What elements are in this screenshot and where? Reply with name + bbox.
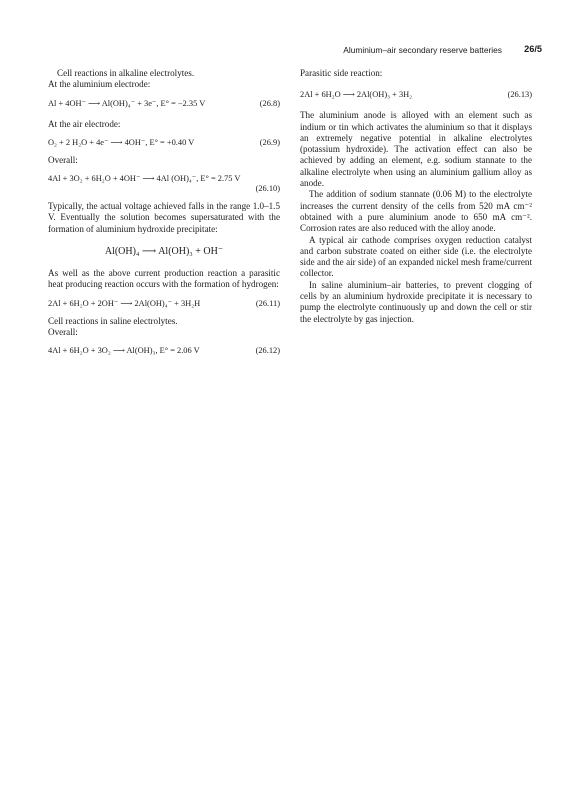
equation-number: (26.11) — [255, 298, 280, 308]
equation-26-8 — [48, 98, 280, 109]
paragraph-anode-alloy: The aluminium anode is alloyed with an element such as indium or tin which activates the aluminium so that it displays an extremely negative potential in alkaline electrolytes (potassium hydroxide). The activation effect can also be achieved by adding an element, e.g. sodium stannate to the alkaline electrolyte when using an aluminium gallium alloy as anode. — [300, 110, 532, 189]
equation-number: (26.12) — [255, 346, 280, 356]
left-column — [48, 68, 280, 356]
equation-number: (26.10) — [255, 184, 280, 194]
equation-text: 4Al + 6H₂O + 3O₂ ⟶ Al(OH)₃, E° = 2.06 V — [48, 346, 200, 356]
label-overall: Overall: — [48, 326, 78, 337]
equation-text: Al + 4OH⁻ ⟶ Al(OH)₄⁻ + 3e⁻, E° = −2.35 V — [48, 98, 206, 108]
paragraph-air-cathode: A typical air cathode comprises oxygen reduction catalyst and carbon substrate coated on either side (i.e. the electrolyte side and the air side) of an expanded nickel mesh frame/current collector. — [300, 234, 532, 279]
equation-text: 4Al + 3O₂ + 6H₂O + 4OH⁻ ⟶ 4Al (OH)₄⁻, E° = 2.75 V — [48, 174, 241, 184]
paragraph-typically: Typically, the actual voltage achieved falls in the range 1.0–1.5 V. Eventually the solution becomes supersaturated with the formation of aluminium hydroxide precipitate: — [48, 201, 280, 234]
heading-saline: Cell reactions in saline electrolytes. — [48, 315, 178, 326]
equation-26-10 — [48, 173, 280, 184]
paragraph-saline-batteries: In saline aluminium–air batteries, to prevent clogging of cells by an aluminium hydroxide precipitate it is necessary to pump the electrolyte continuously up and down the cell or stir the electrolyte by gas injection. — [300, 279, 532, 324]
equation-number: (26.8) — [259, 98, 280, 108]
equation-text: O₂ + 2 H₂O + 4e⁻ ⟶ 4OH⁻, E° = +0.40 V — [48, 137, 195, 147]
label-aluminium-electrode: At the aluminium electrode: — [48, 79, 151, 90]
right-column — [300, 68, 532, 325]
equation-26-9 — [48, 137, 280, 148]
equation-26-12 — [48, 345, 280, 356]
running-head — [0, 45, 562, 59]
equation-number: (26.13) — [507, 90, 532, 100]
equation-text: 2Al + 6H₂O + 2OH⁻ ⟶ 2Al(OH)₄⁻ + 3H₂H — [48, 298, 201, 308]
equation-26-11 — [48, 298, 280, 309]
running-title: Aluminium–air secondary reserve batteries — [343, 45, 502, 55]
heading-alkaline: Cell reactions in alkaline electrolytes. — [57, 68, 195, 78]
label-overall: Overall: — [48, 154, 78, 165]
equation-text: 2Al + 6H₂O ⟶ 2Al(OH)₃ + 3H₂ — [300, 90, 413, 100]
page-number: 26/5 — [524, 44, 542, 54]
equation-26-13 — [300, 89, 532, 100]
equation-precipitate: Al(OH)₄ ⟶ Al(OH)₃ + OH⁻ — [104, 246, 224, 258]
equation-number: (26.9) — [259, 137, 280, 147]
paragraph-stannate: The addition of sodium stannate (0.06 M) to the electrolyte increases the current density of the cells from 520 mA cm⁻² obtained with a pure aluminium anode to 650 mA cm⁻². Corrosion rates are also reduced with the alloy anode. — [300, 189, 532, 234]
label-parasitic-side-reaction: Parasitic side reaction: — [300, 68, 383, 78]
paragraph-parasitic-heat: As well as the above current production reaction a parasitic heat producing reaction occurs with the formation of hydrogen: — [48, 268, 280, 290]
label-air-electrode: At the air electrode: — [48, 118, 121, 129]
